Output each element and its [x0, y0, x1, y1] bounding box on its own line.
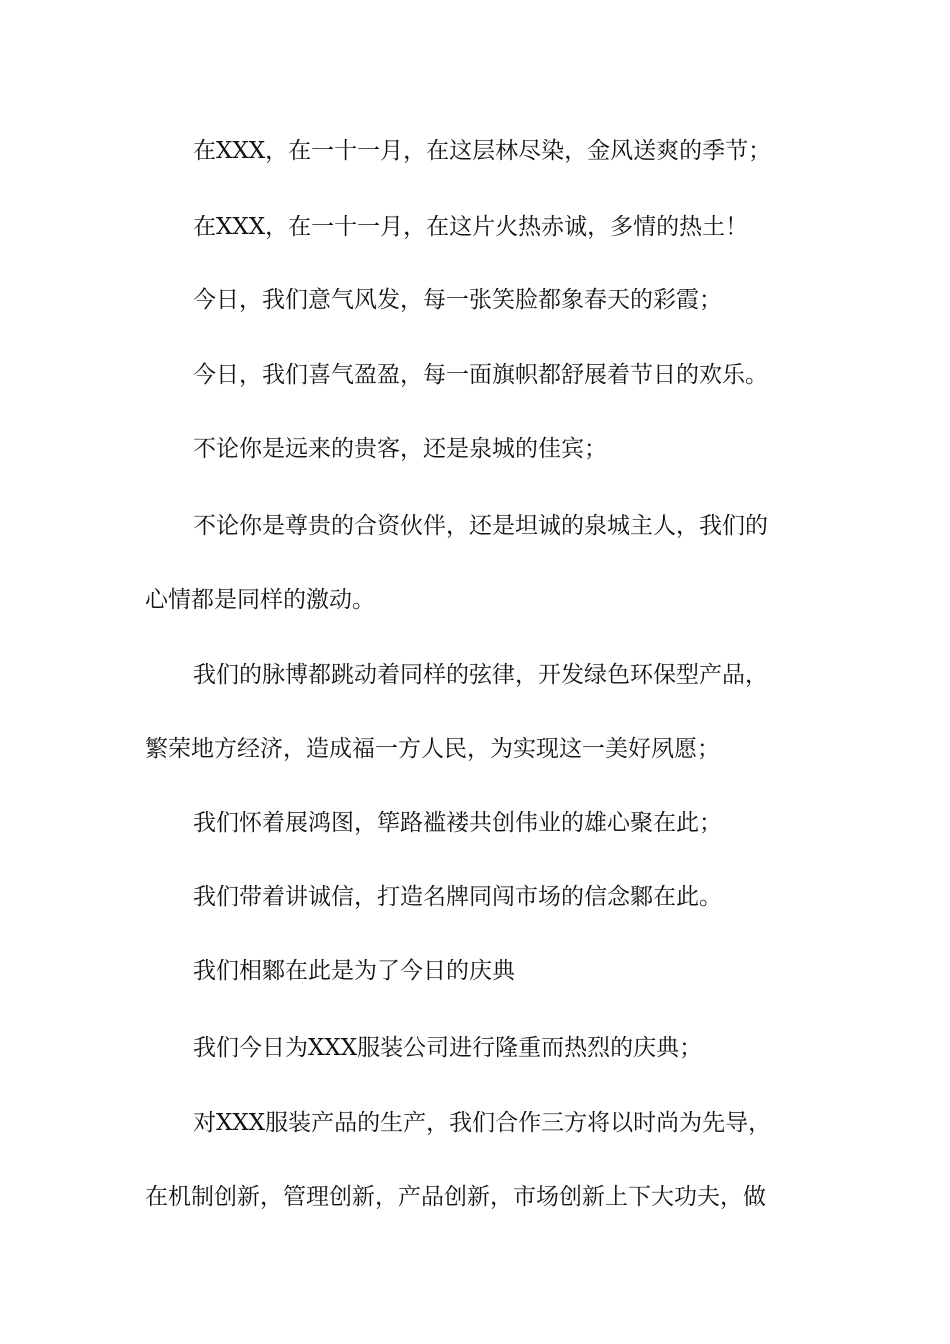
text-line-2: 在XXX，在一十一月，在这片火热赤诚，多情的热土！ [193, 214, 749, 240]
text-line-12: 我们相鄹在此是为了今日的庆典 [193, 958, 515, 984]
text-line-9: 繁荣地方经济，造成福一方人民，为实现这一美好夙愿； [145, 736, 720, 762]
text-line-13: 我们今日为XXX服装公司进行隆重而热烈的庆典； [193, 1035, 703, 1061]
text-line-11: 我们带着讲诚信，打造名牌同闯市场的信念鄹在此。 [193, 884, 722, 910]
text-line-14: 对XXX服装产品的生产，我们合作三方将以时尚为先导， [193, 1110, 772, 1136]
text-line-5: 不论你是远来的贵客，还是泉城的佳宾； [193, 436, 607, 462]
text-line-3: 今日，我们意气风发，每一张笑脸都象春天的彩霞； [193, 287, 722, 313]
text-line-10: 我们怀着展鸿图，筚路褴褛共创伟业的雄心聚在此； [193, 810, 722, 836]
text-line-15: 在机制创新，管理创新，产品创新，市场创新上下大功夫，做 [145, 1184, 766, 1210]
text-line-7: 心情都是同样的激动。 [145, 587, 375, 613]
text-line-8: 我们的脉博都跳动着同样的弦律，开发绿色环保型产品， [193, 662, 768, 688]
text-line-1: 在XXX，在一十一月，在这层林尽染，金风送爽的季节； [193, 138, 772, 164]
text-line-4: 今日，我们喜气盈盈，每一面旗帜都舒展着节日的欢乐。 [193, 362, 768, 388]
text-line-6: 不论你是尊贵的合资伙伴，还是坦诚的泉城主人，我们的 [193, 513, 768, 539]
